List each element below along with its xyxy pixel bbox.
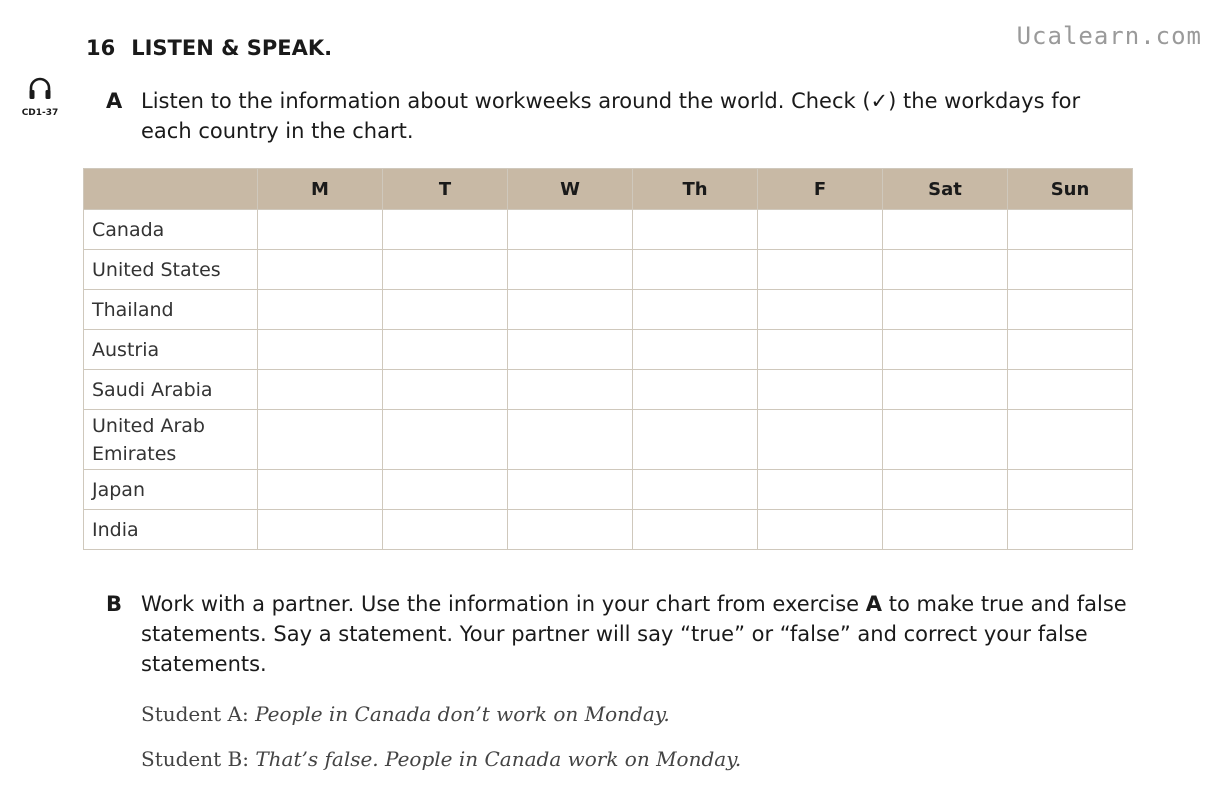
speech-text: People in Canada don’t work on Monday. [255,702,670,726]
part-b [106,589,1166,679]
country-cell: United States [84,250,258,290]
check-cell[interactable] [633,410,758,470]
check-cell[interactable] [633,470,758,510]
table-row [84,470,1133,510]
table-row [84,210,1133,250]
country-cell: Canada [84,210,258,250]
check-cell[interactable] [258,250,383,290]
speech-text: That’s false. People in Canada work on Monday. [255,747,742,771]
headphones-icon [27,76,53,102]
check-cell[interactable] [383,370,508,410]
check-cell[interactable] [758,250,883,290]
check-cell[interactable] [1008,250,1133,290]
check-cell[interactable] [1008,290,1133,330]
check-cell[interactable] [383,330,508,370]
check-cell[interactable] [1008,370,1133,410]
column-header: F [758,169,883,210]
check-cell[interactable] [633,210,758,250]
check-cell[interactable] [758,410,883,470]
check-cell[interactable] [883,290,1008,330]
check-cell[interactable] [258,210,383,250]
check-cell[interactable] [508,510,633,550]
country-cell: Japan [84,470,258,510]
check-cell[interactable] [883,510,1008,550]
country-cell: United Arab Emirates [84,410,258,470]
check-cell[interactable] [383,410,508,470]
part-a [106,86,1116,146]
check-cell[interactable] [258,510,383,550]
check-cell[interactable] [883,370,1008,410]
exercise-heading [86,36,332,60]
table-row [84,290,1133,330]
check-cell[interactable] [883,410,1008,470]
country-cell: India [84,510,258,550]
column-header: T [383,169,508,210]
check-cell[interactable] [758,210,883,250]
check-cell[interactable] [1008,510,1133,550]
check-cell[interactable] [758,510,883,550]
table-row [84,250,1133,290]
check-cell[interactable] [508,370,633,410]
check-cell[interactable] [633,330,758,370]
check-cell[interactable] [1008,470,1133,510]
part-b-text: Work with a partner. Use the information in your chart from exercise [141,592,866,616]
check-cell[interactable] [633,370,758,410]
workdays-chart [83,168,1133,550]
speaker-label: Student A: [141,702,249,726]
column-header: Sat [883,169,1008,210]
check-cell[interactable] [883,210,1008,250]
table-row [84,370,1133,410]
dialogue-line [141,702,670,726]
check-cell[interactable] [258,370,383,410]
check-cell[interactable] [383,470,508,510]
check-cell[interactable] [1008,410,1133,470]
watermark: Ucalearn.com [1016,22,1202,50]
column-header: Th [633,169,758,210]
check-cell[interactable] [508,470,633,510]
part-b-letter: B [106,592,123,616]
check-cell[interactable] [508,290,633,330]
part-b-instructions [141,589,1166,679]
check-cell[interactable] [508,410,633,470]
table-row [84,330,1133,370]
exercise-title: LISTEN & SPEAK. [131,36,333,60]
column-header: Sun [1008,169,1133,210]
country-cell: Saudi Arabia [84,370,258,410]
check-cell[interactable] [883,250,1008,290]
check-cell[interactable] [508,330,633,370]
check-cell[interactable] [633,510,758,550]
part-a-letter: A [106,89,123,113]
part-b-ref: A [865,592,883,616]
chart-header-row [84,169,1133,210]
chart-corner-cell [84,169,258,210]
check-cell[interactable] [883,470,1008,510]
part-b-text: to make true and false statements. Say a statement. Your partner will say “true” or “false” and correct your false statements. [141,592,1127,676]
speaker-label: Student B: [141,747,249,771]
check-cell[interactable] [633,290,758,330]
audio-code: CD1-37 [21,108,59,118]
check-cell[interactable] [258,410,383,470]
part-a-instructions: Listen to the information about workweeks around the world. Check (✓) the workdays for each country in the chart. [141,89,1081,143]
check-cell[interactable] [383,510,508,550]
check-cell[interactable] [758,370,883,410]
exercise-number: 16 [86,36,116,60]
dialogue-line [141,747,741,771]
check-cell[interactable] [383,210,508,250]
check-cell[interactable] [258,290,383,330]
column-header: W [508,169,633,210]
check-cell[interactable] [633,250,758,290]
audio-track[interactable] [18,76,62,118]
check-cell[interactable] [383,290,508,330]
check-cell[interactable] [258,470,383,510]
table-row [84,410,1133,470]
check-cell[interactable] [508,250,633,290]
check-cell[interactable] [883,330,1008,370]
country-cell: Austria [84,330,258,370]
check-cell[interactable] [758,470,883,510]
check-cell[interactable] [758,290,883,330]
check-cell[interactable] [1008,210,1133,250]
check-cell[interactable] [1008,330,1133,370]
check-cell[interactable] [383,250,508,290]
check-cell[interactable] [508,210,633,250]
column-header: M [258,169,383,210]
check-cell[interactable] [258,330,383,370]
table-row [84,510,1133,550]
check-cell[interactable] [758,330,883,370]
country-cell: Thailand [84,290,258,330]
